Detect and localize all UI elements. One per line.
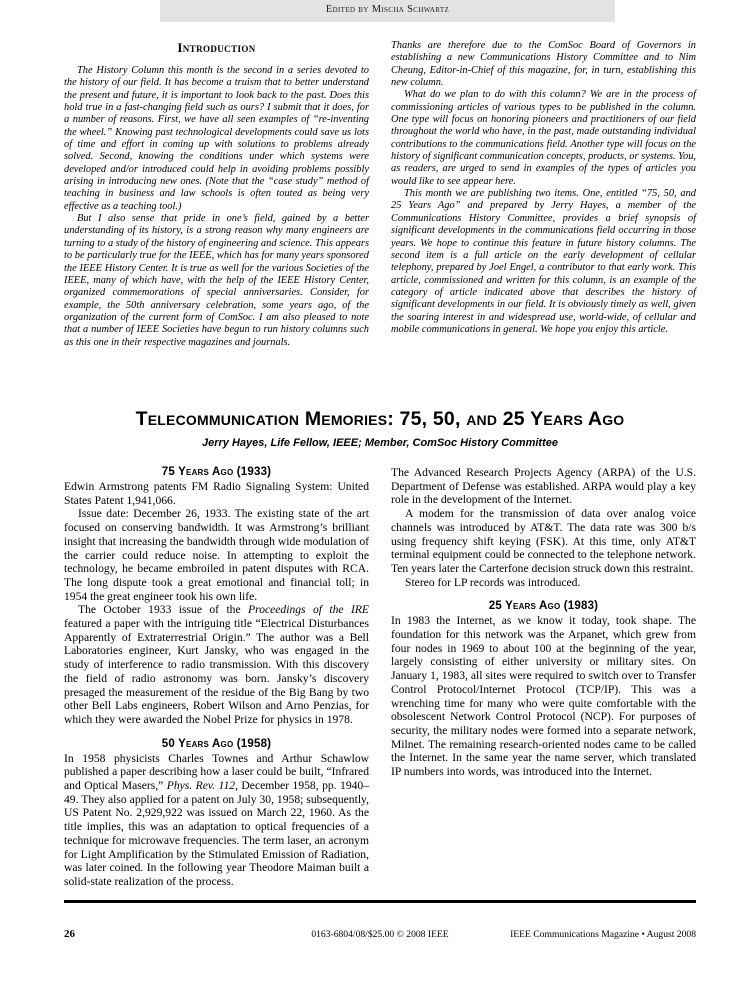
article-paragraph: Issue date: December 26, 1933. The existing state of the art focused on conserving bandwidth. It was Armstrong’s brilliant insight that increasing the bandwidth through wide modulation of the carrier could reduce noise. In attempting to exploit the technology, he became embroiled in patent disputes with RCA. The long dispute took a great emotional and financial toll; in 1954 the great engineer took his own life. (64, 507, 369, 603)
article-title: Telecommunication Memories: 75, 50, and 25 Years Ago (135, 408, 625, 430)
journal-name-italic: Proceedings of the IRE (248, 603, 369, 617)
article-paragraph (64, 603, 369, 726)
section-heading-75-years: 75 Years Ago (1933) (161, 466, 272, 478)
paragraph-text: featured a paper with the intriguing title “Electrical Disturbances Apparently of Extraterrestrial Origin.” The author was a Bell Laboratories engineer, Kurt Jansky, who was engaged in the study of interference to radio transmission. With this discovery the field of radio astronomy was born. Jansky’s discovery presaged the measurement of the residue of the Big Bang by two other Bell Labs engineers, Robert Wilson and Arno Penzias, for which they were awarded the Nobel Prize for physics in 1978. (64, 617, 369, 726)
article-byline: Jerry Hayes, Life Fellow, IEEE; Member, ComSoc History Committee (202, 437, 558, 449)
article-paragraph: In 1983 the Internet, as we know it today, took shape. The foundation for this network was the Arpanet, which grew from four nodes in 1969 to about 100 at the beginning of the year, largely consisting of either university or military sites. On January 1, 1983, all sites were required to switch over to Transfer Control Protocol/Internet Protocol (TCP/IP). This was a wrenching time for many who were quite comfortable with the obsolescent Network Control Protocol (NCP). For purposes of security, the military nodes were formed into a separate network, Milnet. The remaining research-oriented nodes came to be called the Internet. In the same year the name server, which translated IP numbers into words, was introduced into the Internet. (391, 614, 696, 779)
introduction-paragraph: The History Column this month is the second in a series devoted to the history of our field. It has become a truism that to better understand the present and future, it is important to look back to the past. Does this hold true in a fast-changing field such as ours? I submit that it does, for a number of reasons. First, we have all seen examples of “re-inventing the wheel.” Knowing past technological developments could save us lots of time and effort in coming up with solutions to problems already solved. Second, knowing the conditions under which systems were developed and/or introduced could help in avoiding problems possibly arising in introducing new ones. (Note that the “case study” method of teaching in business and law schools is often touted as being very effective as a teaching tool.) (64, 65, 369, 212)
page-footer (64, 928, 696, 942)
footer-journal-name: IEEE Communications Magazine • August 2008 (510, 929, 696, 940)
journal-citation-italic: Phys. Rev. 112 (166, 779, 236, 793)
article-paragraph: A modem for the transmission of data over analog voice channels was introduced by AT&T. The data rate was 300 b/s using frequency shift keying (FSK). At this time, only AT&T terminal equipment could be connected to the telephone network. Ten years later the Carterfone decision struck down this restraint. (391, 507, 696, 575)
section-heading-50-years: 50 Years Ago (1958) (161, 737, 272, 750)
footer-page-number: 26 (64, 928, 75, 940)
introduction-paragraph: What do we plan to do with this column? We are in the process of commissioning articles of various types to be published in the column. One type will focus on honoring pioneers and practitioners of our field throughout the world who have, in the past, made outstanding individual contributions to the communications field. Another type will focus on the history of significant communication concepts, products, or systems. You, as readers, are urged to send in examples of the types of articles you would like to see appear here. (391, 89, 696, 187)
article-paragraph: The Advanced Research Projects Agency (ARPA) of the U.S. Department of Defense was established. ARPA would play a key role in the development of the Internet. (391, 466, 696, 507)
article-paragraph: Edwin Armstrong patents FM Radio Signaling System: United States Patent 1,941,066. (64, 480, 369, 507)
introduction-paragraph: But I also sense that pride in one’s field, gained by a better understanding of its history, is a strong reason why many engineers are turning to a study of the history of engineering and science. This appears to be particularly true for the IEEE, which has for many years sponsored the IEEE History Center. It is true as well for the various Societies of the IEEE, many of which have, with the help of the IEEE History Center, organized commemorations of special anniversaries. Consider, for example, the 50th anniversary celebration, some years ago, of the organization of the current form of ComSoc. I am also pleased to note that a number of IEEE Societies have begun to run history columns such as this one in their respective magazines and journals. (64, 213, 369, 348)
footer-copyright: 0163-6804/08/$25.00 © 2008 IEEE (311, 929, 449, 940)
introduction-paragraph: Thanks are therefore due to the ComSoc Board of Governors in establishing a new Communications History Committee and to Nim Cheung, Editor-in-Chief of this magazine, for, in turn, establishing this new column. (391, 40, 696, 89)
article-body (64, 466, 696, 889)
introduction-heading: Introduction (177, 40, 256, 55)
section-heading-25-years: 25 Years Ago (1983) (488, 600, 599, 613)
article-left-column (64, 466, 369, 889)
article-paragraph: Stereo for LP records was introduced. (405, 575, 581, 589)
footer-divider (64, 900, 696, 903)
paragraph-text: The October 1933 issue of the (78, 603, 249, 617)
introduction-paragraph: This month we are publishing two items. One, entitled “75, 50, and 25 Years Ago” and prepared by Jerry Hayes, a member of the Communications History Committee, provides a brief synopsis of significant developments in the communications field occurring in those years. We hope to continue this feature in future history columns. The second item is a full article on the early development of cellular telephony, prepared by Joel Engel, a contributor to that early work. This article, commissioned and written for this column, is an example of the category of article indicated above that describes the history of significant developments in our field. It is obviously timely as well, given the soaring interest in and widespread use, world-wide, of cellular and mobile communications in general. We hope you enjoy this article. (391, 188, 696, 335)
introduction-right-column (391, 40, 696, 349)
edited-by-label: Edited by Mischa Schwartz (325, 4, 450, 15)
article-right-column (391, 466, 696, 889)
editor-band (160, 0, 615, 22)
introduction-block (64, 40, 696, 349)
paragraph-text: In 1958 physicists Charles Townes and Arthur Schawlow published a paper describing how a laser could be built, “Infrared and Optical Masers,” (64, 751, 369, 793)
article-paragraph (64, 752, 369, 889)
introduction-left-column (64, 40, 369, 349)
paragraph-text: , December 1958, pp. 1940–49. They also applied for a patent on July 30, 1958; subsequently, US Patent No. 2,929,922 was issued on March 22, 1960. As the title implies, this was an adaptation to optical frequencies of a technique for microwave frequencies. The term laser, an acronym for Light Amplification by the Stimulated Emission of Radiation, was later coined. In the following year Theodore Maiman built a solid-state realization of the process. (64, 779, 370, 888)
